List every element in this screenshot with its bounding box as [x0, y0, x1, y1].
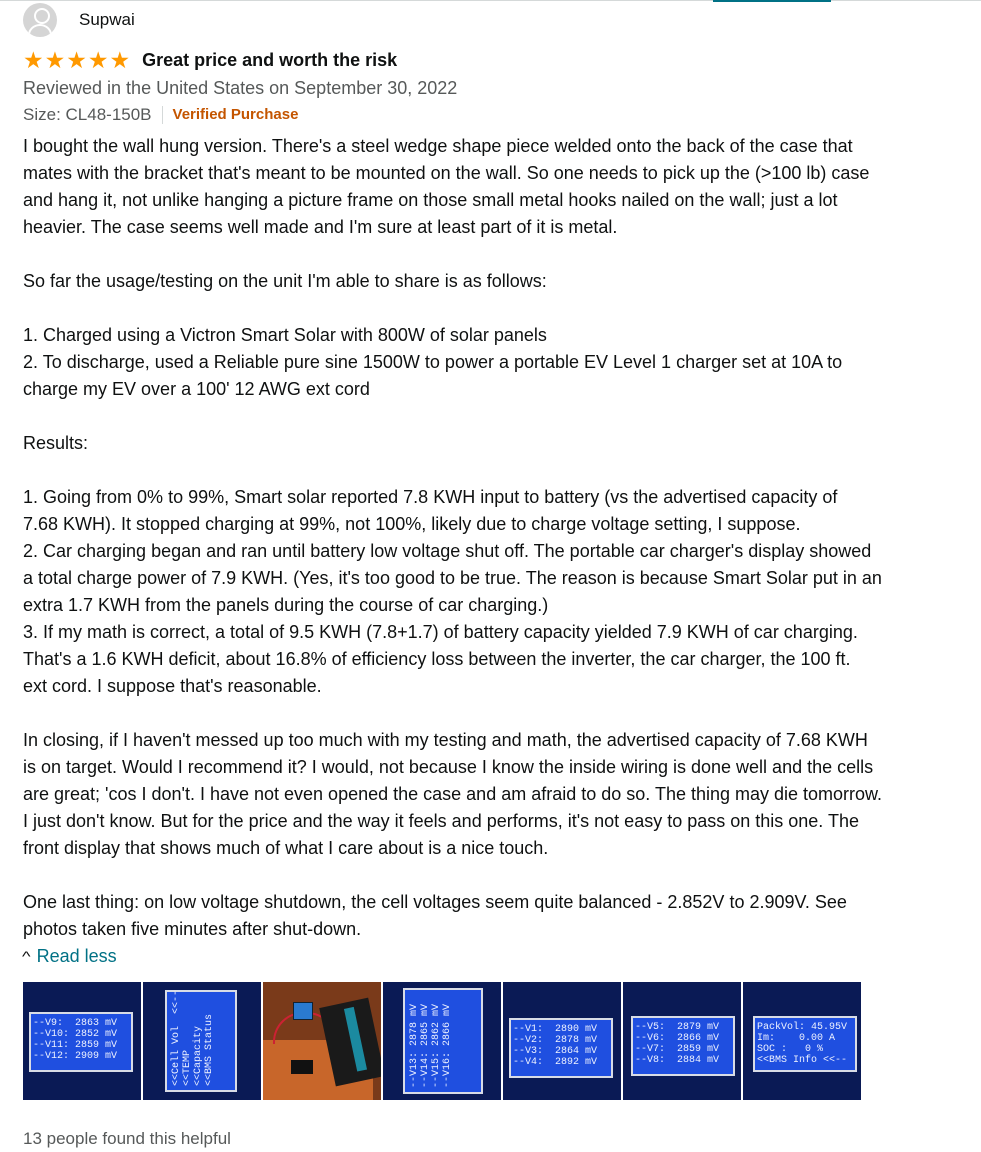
chip	[291, 1060, 313, 1074]
review-paragraph: 1. Charged using a Victron Smart Solar with 800W of solar panels 2. To discharge, used a Reliable pure sine 1500W to power a portable EV Level 1 charger set at 10A to charge my EV over a 100' 12 AWG ext cord	[23, 325, 843, 399]
star-icon: ★	[109, 46, 131, 73]
review-title-row	[23, 46, 397, 74]
star-icon: ★	[66, 46, 87, 73]
tab-indicator	[713, 0, 831, 2]
review-paragraph: I bought the wall hung version. There's a steel wedge shape piece welded onto the back of the case that mates with the bracket that's meant to be mounted on the wall. So one needs to pick up the (>100 lb) case and hang it, not unlike hanging a picture frame on those small metal hooks nailed on the wall; just a lot heavier. The case seems well made and I'm sure at least part of it is metal.	[23, 136, 870, 237]
review-paragraph: So far the usage/testing on the unit I'm able to share is as follows:	[23, 271, 547, 291]
review-paragraph: Results:	[23, 433, 89, 453]
lcd-line: --V5: 2879 mV	[635, 1022, 720, 1033]
lcd-line: --V16: 2866 mV	[442, 1003, 453, 1088]
lcd-line: --V14: 2865 mV	[420, 1003, 431, 1088]
lcd-line: --V9: 2863 mV	[33, 1018, 118, 1029]
review-photo-thumbnail[interactable]	[383, 982, 501, 1100]
reviewer-profile[interactable]	[23, 2, 135, 38]
review-photo-thumbnail[interactable]	[143, 982, 261, 1100]
size-label: Size: CL48-150B	[23, 105, 152, 124]
lcd-line: --V1: 2890 mV	[513, 1024, 598, 1035]
solar-controller	[293, 1002, 313, 1020]
star-icon: ★	[44, 46, 66, 73]
star-icon: ★	[87, 46, 109, 73]
reviewer-name[interactable]: Supwai	[79, 10, 135, 29]
purchase-info	[23, 103, 298, 127]
review-photo-thumbnail[interactable]	[623, 982, 741, 1100]
star-rating	[23, 46, 131, 73]
star-icon: ★	[23, 46, 44, 73]
review-photo-thumbnail[interactable]	[23, 982, 141, 1100]
lcd-line: --V15: 2862 mV	[431, 1003, 442, 1088]
lcd-line: Im: 0.00 A	[757, 1033, 836, 1044]
review-body	[23, 133, 968, 943]
lcd-line: --V6: 2866 mV	[635, 1033, 720, 1044]
review-paragraph: In closing, if I haven't messed up too much with my testing and math, the advertised capacity of 7.68 KWH is on target. Would I recommend it? I would, not because I know the inside wiring is done well and the cells are great; 'cos I don't. I have not even opened the case and am afraid to do so. The thing may die tomorrow. I just don't know. But for the price and the way it feels and performs, it's not easy to pass on this one. The front display that shows much of what I care about is a nice touch.	[23, 730, 883, 858]
lcd-line: PackVol: 45.95V	[757, 1022, 848, 1033]
lcd-line: --V11: 2859 mV	[33, 1040, 118, 1051]
lcd-line: --V3: 2864 mV	[513, 1046, 598, 1057]
helpful-count: 13 people found this helpful	[23, 1129, 231, 1148]
lcd-line: <<TEMP	[182, 1049, 193, 1086]
review-paragraph: One last thing: on low voltage shutdown, the cell voltages seem quite balanced - 2.852V to 2.909V. See photos taken five minutes after shut-down.	[23, 892, 847, 939]
lcd-line: <<BMS Info <<--	[757, 1055, 848, 1066]
lcd-line: --V13: 2878 mV	[409, 1003, 420, 1088]
divider	[162, 106, 163, 124]
verified-purchase-badge: Verified Purchase	[172, 106, 299, 123]
avatar-icon	[23, 3, 57, 37]
chevron-up-icon: ^	[22, 948, 31, 964]
review-photo-thumbnail[interactable]	[263, 982, 381, 1100]
lcd-line: SOC : 0 %	[757, 1044, 824, 1055]
lcd-line: --V7: 2859 mV	[635, 1044, 720, 1055]
review-photo-thumbnail[interactable]	[503, 982, 621, 1100]
lcd-line: <<BMS Status	[204, 1013, 215, 1086]
lcd-line: --V12: 2909 mV	[33, 1051, 118, 1062]
lcd-line: --V2: 2878 mV	[513, 1035, 598, 1046]
lcd-line: <<Cell Vol <<--	[171, 989, 182, 1086]
lcd-line: --V10: 2852 mV	[33, 1029, 118, 1040]
review-title[interactable]: Great price and worth the risk	[142, 49, 398, 70]
review-photo-thumbnail[interactable]	[743, 982, 861, 1100]
review-paragraph: 1. Going from 0% to 99%, Smart solar reported 7.8 KWH input to battery (vs the advertised capacity of 7.68 KWH). It stopped charging at 99%, not 100%, likely due to charge voltage setting, I suppose. 2. Car charging began and ran until battery low voltage shut off. The portable car charger's display showed a total charge power of 7.9 KWH. (Yes, it's too good to be true. The reason is because Smart Solar put in an extra 1.7 KWH from the panels during the course of car charging.) 3. If my math is correct, a total of 9.5 KWH (7.8+1.7) of battery capacity yielded 7.9 KWH of car charging. That's a 1.6 KWH deficit, about 16.8% of efficiency loss between the inverter, the car charger, the 100 ft. ext cord. I suppose that's reasonable.	[23, 487, 882, 696]
read-less-link[interactable]	[23, 944, 117, 968]
lcd-line: --V8: 2884 mV	[635, 1055, 720, 1066]
review-photos	[23, 982, 861, 1100]
read-less-label: Read less	[36, 946, 117, 966]
lcd-line: <<Capacity	[193, 1025, 204, 1086]
lcd-line: --V4: 2892 mV	[513, 1057, 598, 1068]
review-date: Reviewed in the United States on September 30, 2022	[23, 78, 458, 98]
top-divider	[0, 0, 981, 1]
